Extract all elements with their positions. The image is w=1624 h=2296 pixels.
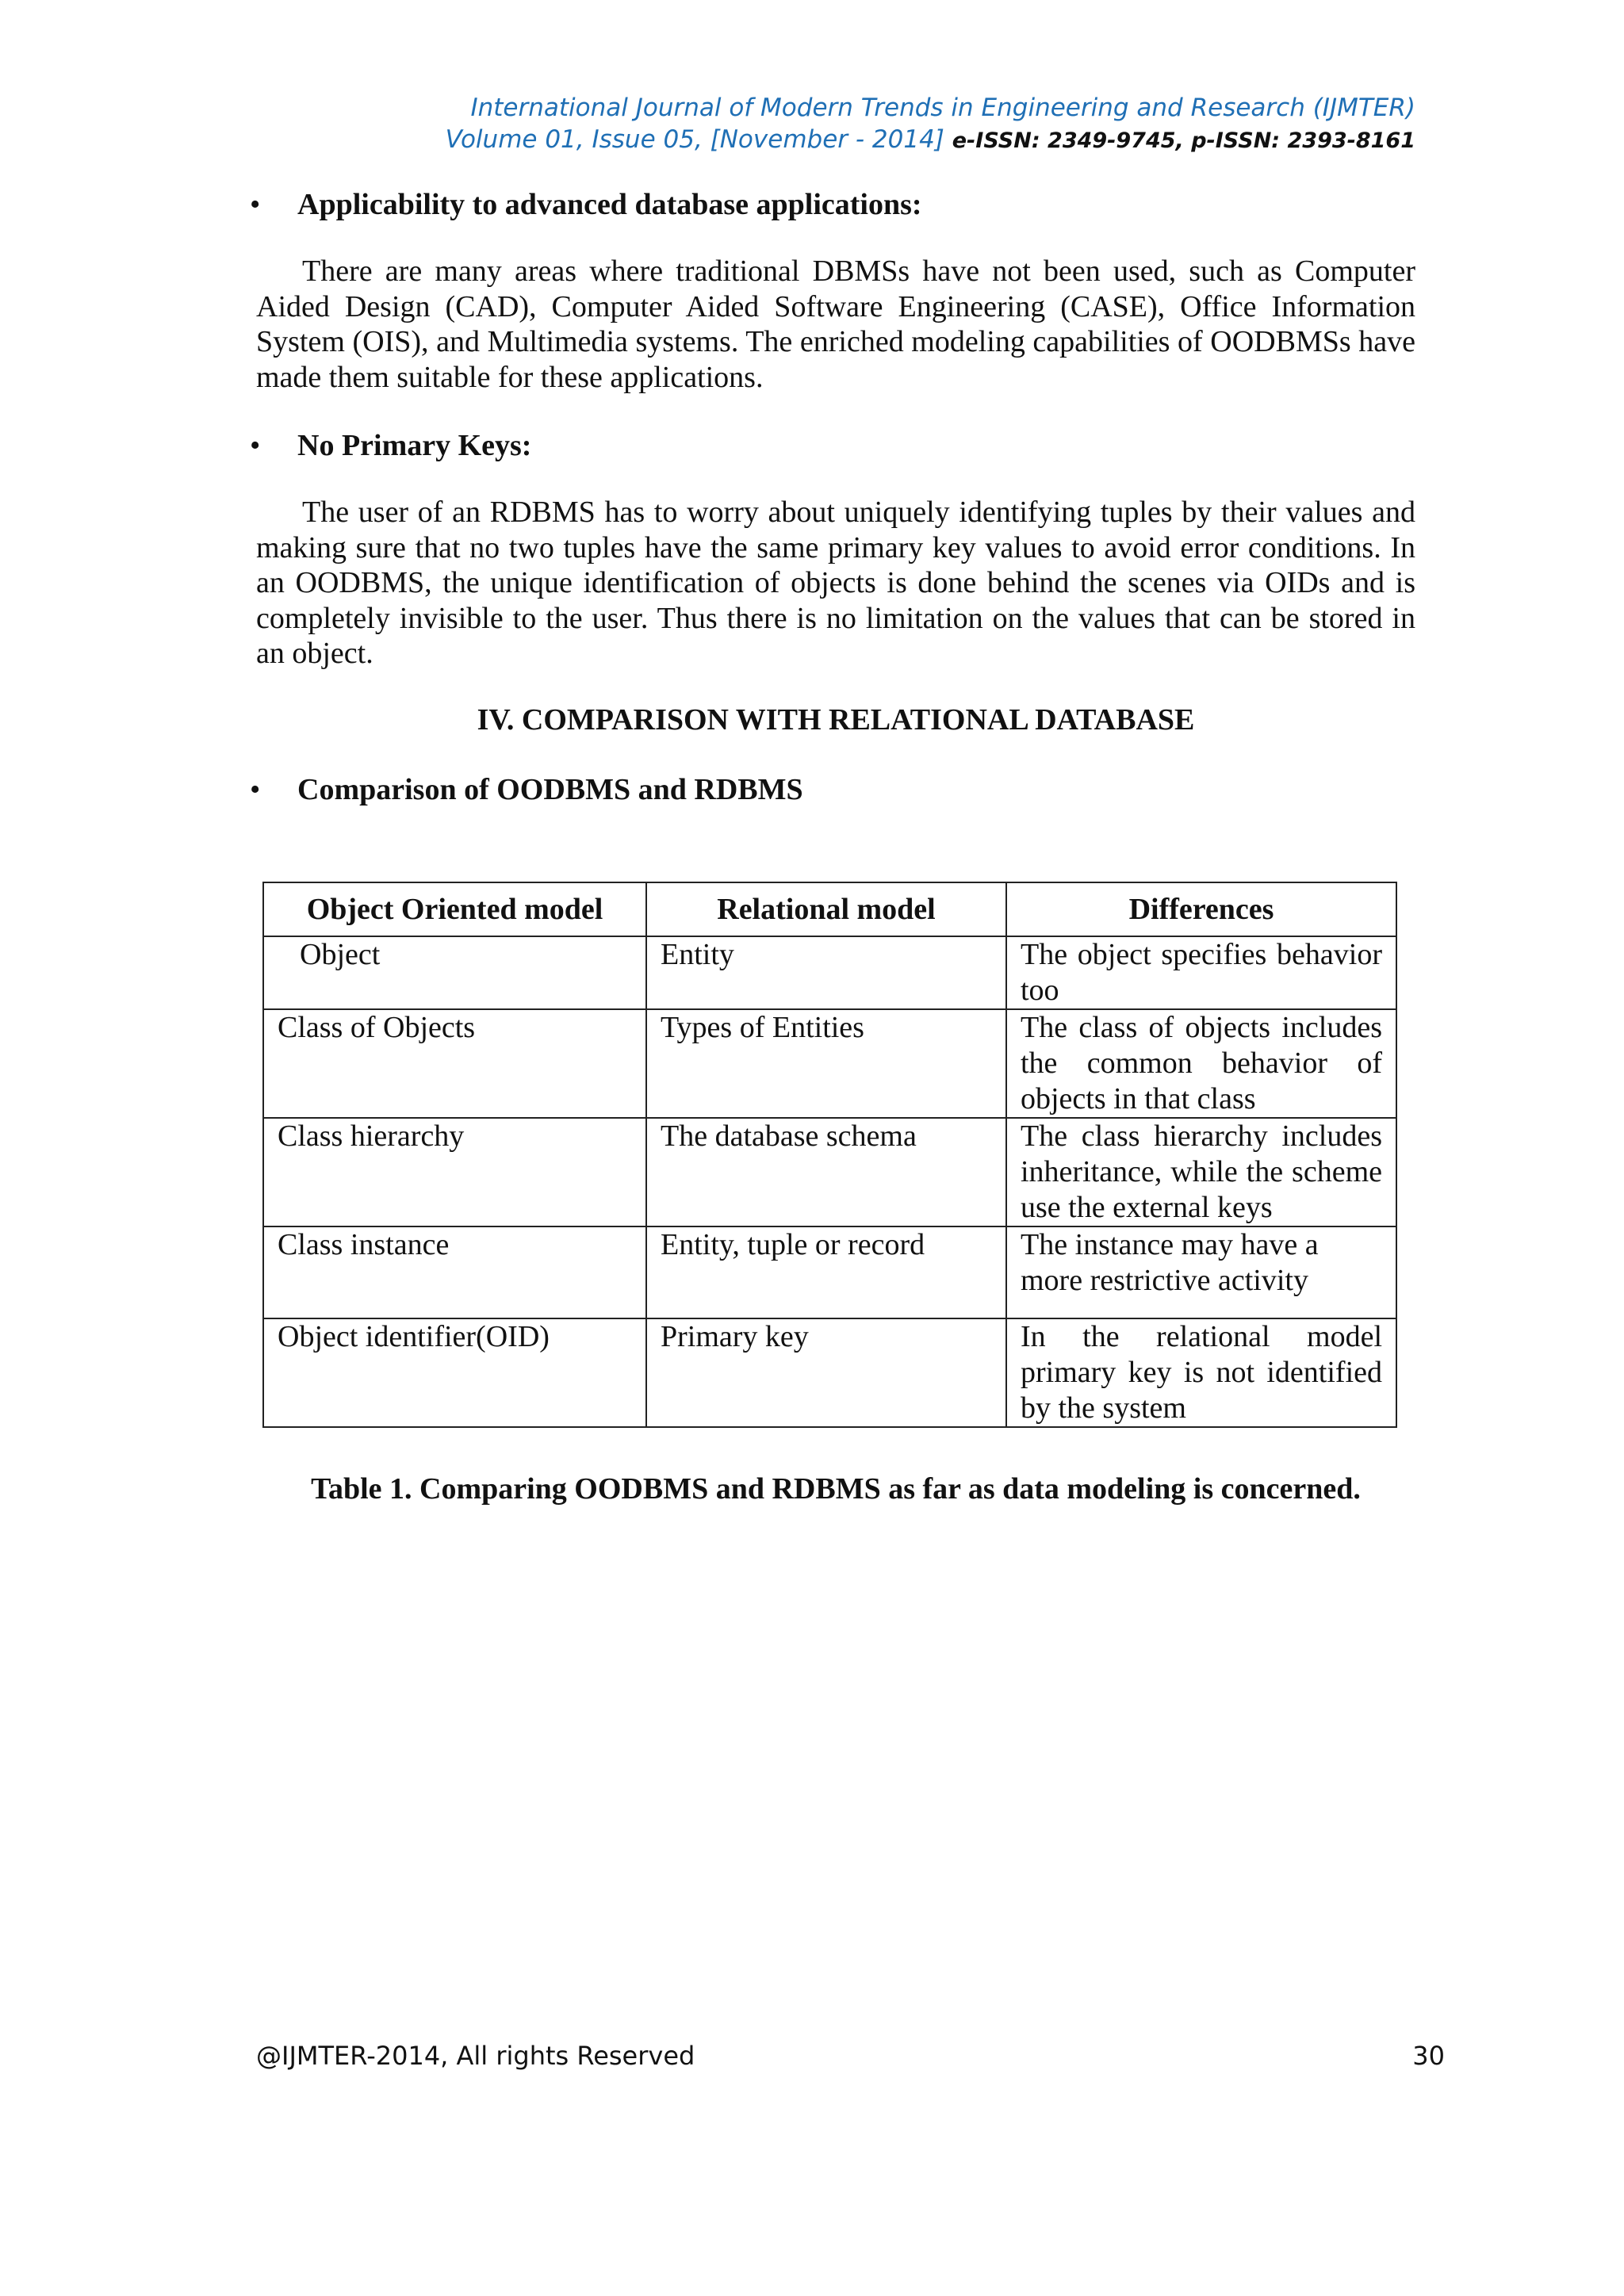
journal-volume: Volume 01, Issue 05, [November - 2014] (445, 125, 944, 154)
journal-title: International Journal of Modern Trends in Engineering and Research (IJMTER) (470, 94, 1415, 122)
table-row (263, 936, 1396, 1009)
table-cell: The class hierarchy includes inheritance, while the scheme use the external keys (1006, 1118, 1396, 1226)
bullet-icon: • (250, 429, 261, 462)
table-header-cell: Object Oriented model (263, 882, 646, 936)
journal-issn: e-ISSN: 2349-9745, p-ISSN: 2393-8161 (952, 128, 1415, 153)
page-number: 30 (1412, 2041, 1445, 2071)
table-header-row (263, 882, 1396, 936)
comparison-table (262, 882, 1397, 1428)
journal-volume-line (305, 124, 1415, 157)
table-row (263, 1226, 1396, 1318)
table-cell: Class hierarchy (263, 1118, 646, 1226)
bullet-icon: • (250, 773, 261, 806)
table-cell: Entity, tuple or record (646, 1226, 1006, 1318)
heading-text: Applicability to advanced database applications: (297, 188, 922, 221)
section-title: IV. COMPARISON WITH RELATIONAL DATABASE (477, 703, 1195, 737)
table-row (263, 1009, 1396, 1118)
table-cell: Entity (646, 936, 1006, 1009)
table-cell: Object (263, 936, 646, 1009)
heading-text: Comparison of OODBMS and RDBMS (297, 773, 803, 806)
table-cell: The instance may have a more restrictive activity (1006, 1226, 1396, 1318)
table-cell: Primary key (646, 1318, 1006, 1427)
table-header-cell: Differences (1006, 882, 1396, 936)
heading-text: No Primary Keys: (297, 429, 532, 462)
heading-no-primary-keys (250, 428, 532, 463)
table-cell: Class instance (263, 1226, 646, 1318)
bullet-icon: • (250, 188, 261, 221)
table-cell: The database schema (646, 1118, 1006, 1226)
paragraph-advanced-applications: There are many areas where traditional DBMSs have not been used, such as Computer Aided Design (CAD), Computer Aided Software Engineering (CASE), Office Information System (OIS), and Multimedia systems. The enriched modeling capabilities of OODBMSs have made them suitable for these applications. (256, 254, 1415, 394)
journal-header (305, 92, 1415, 157)
table-header-cell: Relational model (646, 882, 1006, 936)
table-row (263, 1318, 1396, 1427)
table-cell: Object identifier(OID) (263, 1318, 646, 1427)
table-cell: The class of objects includes the common behavior of objects in that class (1006, 1009, 1396, 1118)
heading-advanced-applications (250, 187, 922, 222)
footer-copyright: @IJMTER-2014, All rights Reserved (256, 2041, 695, 2071)
table-cell: The object specifies behavior too (1006, 936, 1396, 1009)
table-caption: Table 1. Comparing OODBMS and RDBMS as far as data modeling is concerned. (311, 1472, 1361, 1506)
table-cell: Class of Objects (263, 1009, 646, 1118)
heading-comparison (250, 772, 803, 807)
paragraph-no-primary-keys: The user of an RDBMS has to worry about uniquely identifying tuples by their values and making sure that no two tuples have the same primary key values to avoid error conditions. In an OODBMS, the unique identification of objects is done behind the scenes via OIDs and is completely invisible to the user. Thus there is no limitation on the values that can be stored in an object. (256, 496, 1415, 670)
table-cell: In the relational model primary key is not identified by the system (1006, 1318, 1396, 1427)
table-cell: Types of Entities (646, 1009, 1006, 1118)
table-row (263, 1118, 1396, 1226)
